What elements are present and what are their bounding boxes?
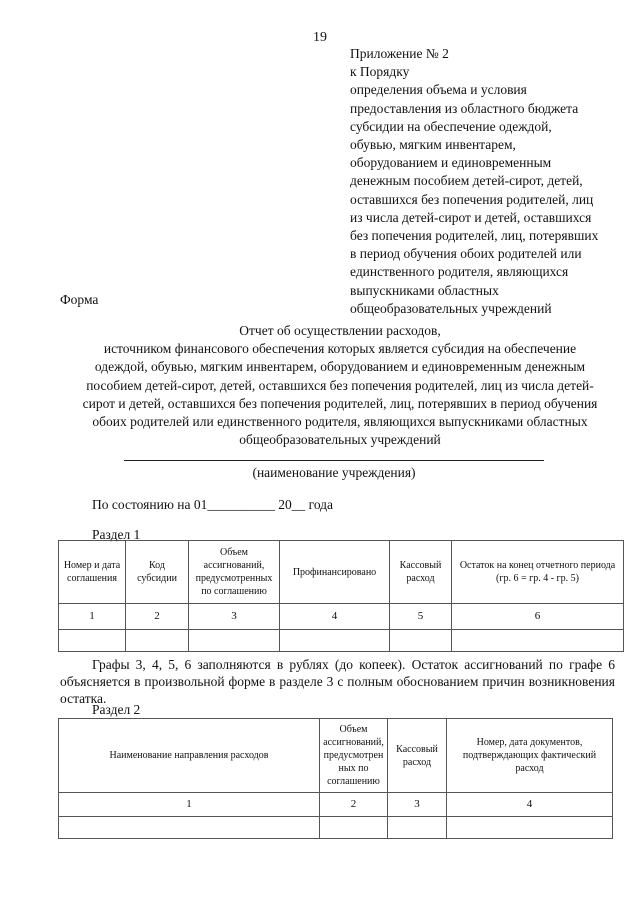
form-label: Форма: [60, 292, 99, 307]
empty-cell[interactable]: [320, 817, 388, 839]
table-row: [59, 604, 624, 630]
appendix-line: определения объема и условия: [350, 82, 527, 98]
empty-cell[interactable]: [126, 630, 189, 652]
empty-cell[interactable]: [447, 817, 613, 839]
table-row: [59, 817, 613, 839]
appendix-line: из числа детей-сирот и детей, оставшихся: [350, 209, 592, 225]
header-cell: Номер, дата документов, подтверждающих фактический расход: [447, 719, 613, 793]
empty-cell[interactable]: [388, 817, 447, 839]
section2-table: [58, 718, 613, 839]
title-line: одеждой, обувью, мягким инвентарем, оборудованием и единовременным денежным: [94, 359, 586, 375]
title-line: источником финансового обеспечения которых является субсидия на обеспечение: [103, 341, 577, 357]
institution-caption: (наименование учреждения): [252, 465, 416, 480]
empty-cell[interactable]: [59, 630, 126, 652]
table-row: [59, 630, 624, 652]
appendix-line: выпускниками областных: [350, 282, 499, 298]
title-line: обоих родителей или единственного родителя, являющихся выпускниками областных: [92, 414, 588, 430]
section2-label: Раздел 2: [92, 702, 141, 717]
header-cell: Кассовый расход: [388, 719, 447, 793]
number-cell: 4: [280, 604, 390, 630]
number-cell: 3: [388, 793, 447, 817]
section1-table: [58, 540, 624, 652]
appendix-line: без попечения родителей, лиц, потерявших: [350, 228, 599, 244]
table-header-row: [59, 719, 613, 793]
title-line: общеобразовательных учреждений: [239, 432, 441, 448]
page-number: 19: [313, 30, 327, 45]
number-cell: 1: [59, 793, 320, 817]
appendix-line: оставшихся без попечения родителей, лиц: [350, 191, 594, 207]
header-cell: Кассовый расход: [390, 541, 452, 604]
note-text: Графы 3, 4, 5, 6 заполняются в рублях (до копеек). Остаток ассигнований по графе 6 объясняется в произвольной форме в разделе 3 с полным обоснованием причин возникновения остатка.: [60, 657, 615, 706]
empty-cell[interactable]: [390, 630, 452, 652]
header-cell: Остаток на конец отчетного периода (гр. 6 = гр. 4 - гр. 5): [452, 541, 624, 604]
number-cell: 2: [320, 793, 388, 817]
appendix-line: денежным пособием детей-сирот, детей,: [350, 173, 583, 189]
number-cell: 6: [452, 604, 624, 630]
title-line: пособием детей-сирот, детей, оставшихся без попечения родителей, лиц из числа детей-: [86, 377, 594, 393]
header-cell: Объем ассигнований, предусмотрен ных по соглашению: [320, 719, 388, 793]
appendix-line: предоставления из областного бюджета: [350, 100, 579, 116]
report-title: [60, 322, 620, 449]
number-cell: 1: [59, 604, 126, 630]
header-cell: Номер и дата соглашения: [59, 541, 126, 604]
title-line: Отчет об осуществлении расходов,: [239, 323, 441, 338]
appendix-line: субсидии на обеспечение одеждой,: [350, 118, 552, 134]
table-row: [59, 793, 613, 817]
appendix-line: Приложение № 2: [350, 46, 449, 61]
number-cell: 2: [126, 604, 189, 630]
empty-cell[interactable]: [59, 817, 320, 839]
empty-cell[interactable]: [280, 630, 390, 652]
appendix-header: [350, 45, 598, 318]
header-cell: Профинансировано: [280, 541, 390, 604]
header-cell: Наименование направления расходов: [59, 719, 320, 793]
section1-label: Раздел 1: [92, 527, 141, 542]
number-cell: 3: [189, 604, 280, 630]
appendix-line: оборудованием и единовременным: [350, 155, 552, 171]
appendix-line: обувью, мягким инвентарем,: [350, 137, 516, 153]
as-of-date: По состоянию на 01__________ 20__ года: [92, 497, 334, 512]
number-cell: 5: [390, 604, 452, 630]
appendix-line: общеобразовательных учреждений: [350, 300, 552, 316]
appendix-line: к Порядку: [350, 64, 410, 80]
institution-name-line[interactable]: [124, 460, 544, 461]
header-cell: Код субсидии: [126, 541, 189, 604]
table-header-row: [59, 541, 624, 604]
header-cell: Объем ассигнований, предусмотренных по соглашению: [189, 541, 280, 604]
empty-cell[interactable]: [452, 630, 624, 652]
appendix-line: единственного родителя, являющихся: [350, 264, 569, 280]
title-line: сирот и детей, оставшихся без попечения родителей, лиц, потерявших в период обучения: [82, 395, 598, 411]
empty-cell[interactable]: [189, 630, 280, 652]
appendix-line: в период обучения обоих родителей или: [350, 246, 582, 262]
number-cell: 4: [447, 793, 613, 817]
